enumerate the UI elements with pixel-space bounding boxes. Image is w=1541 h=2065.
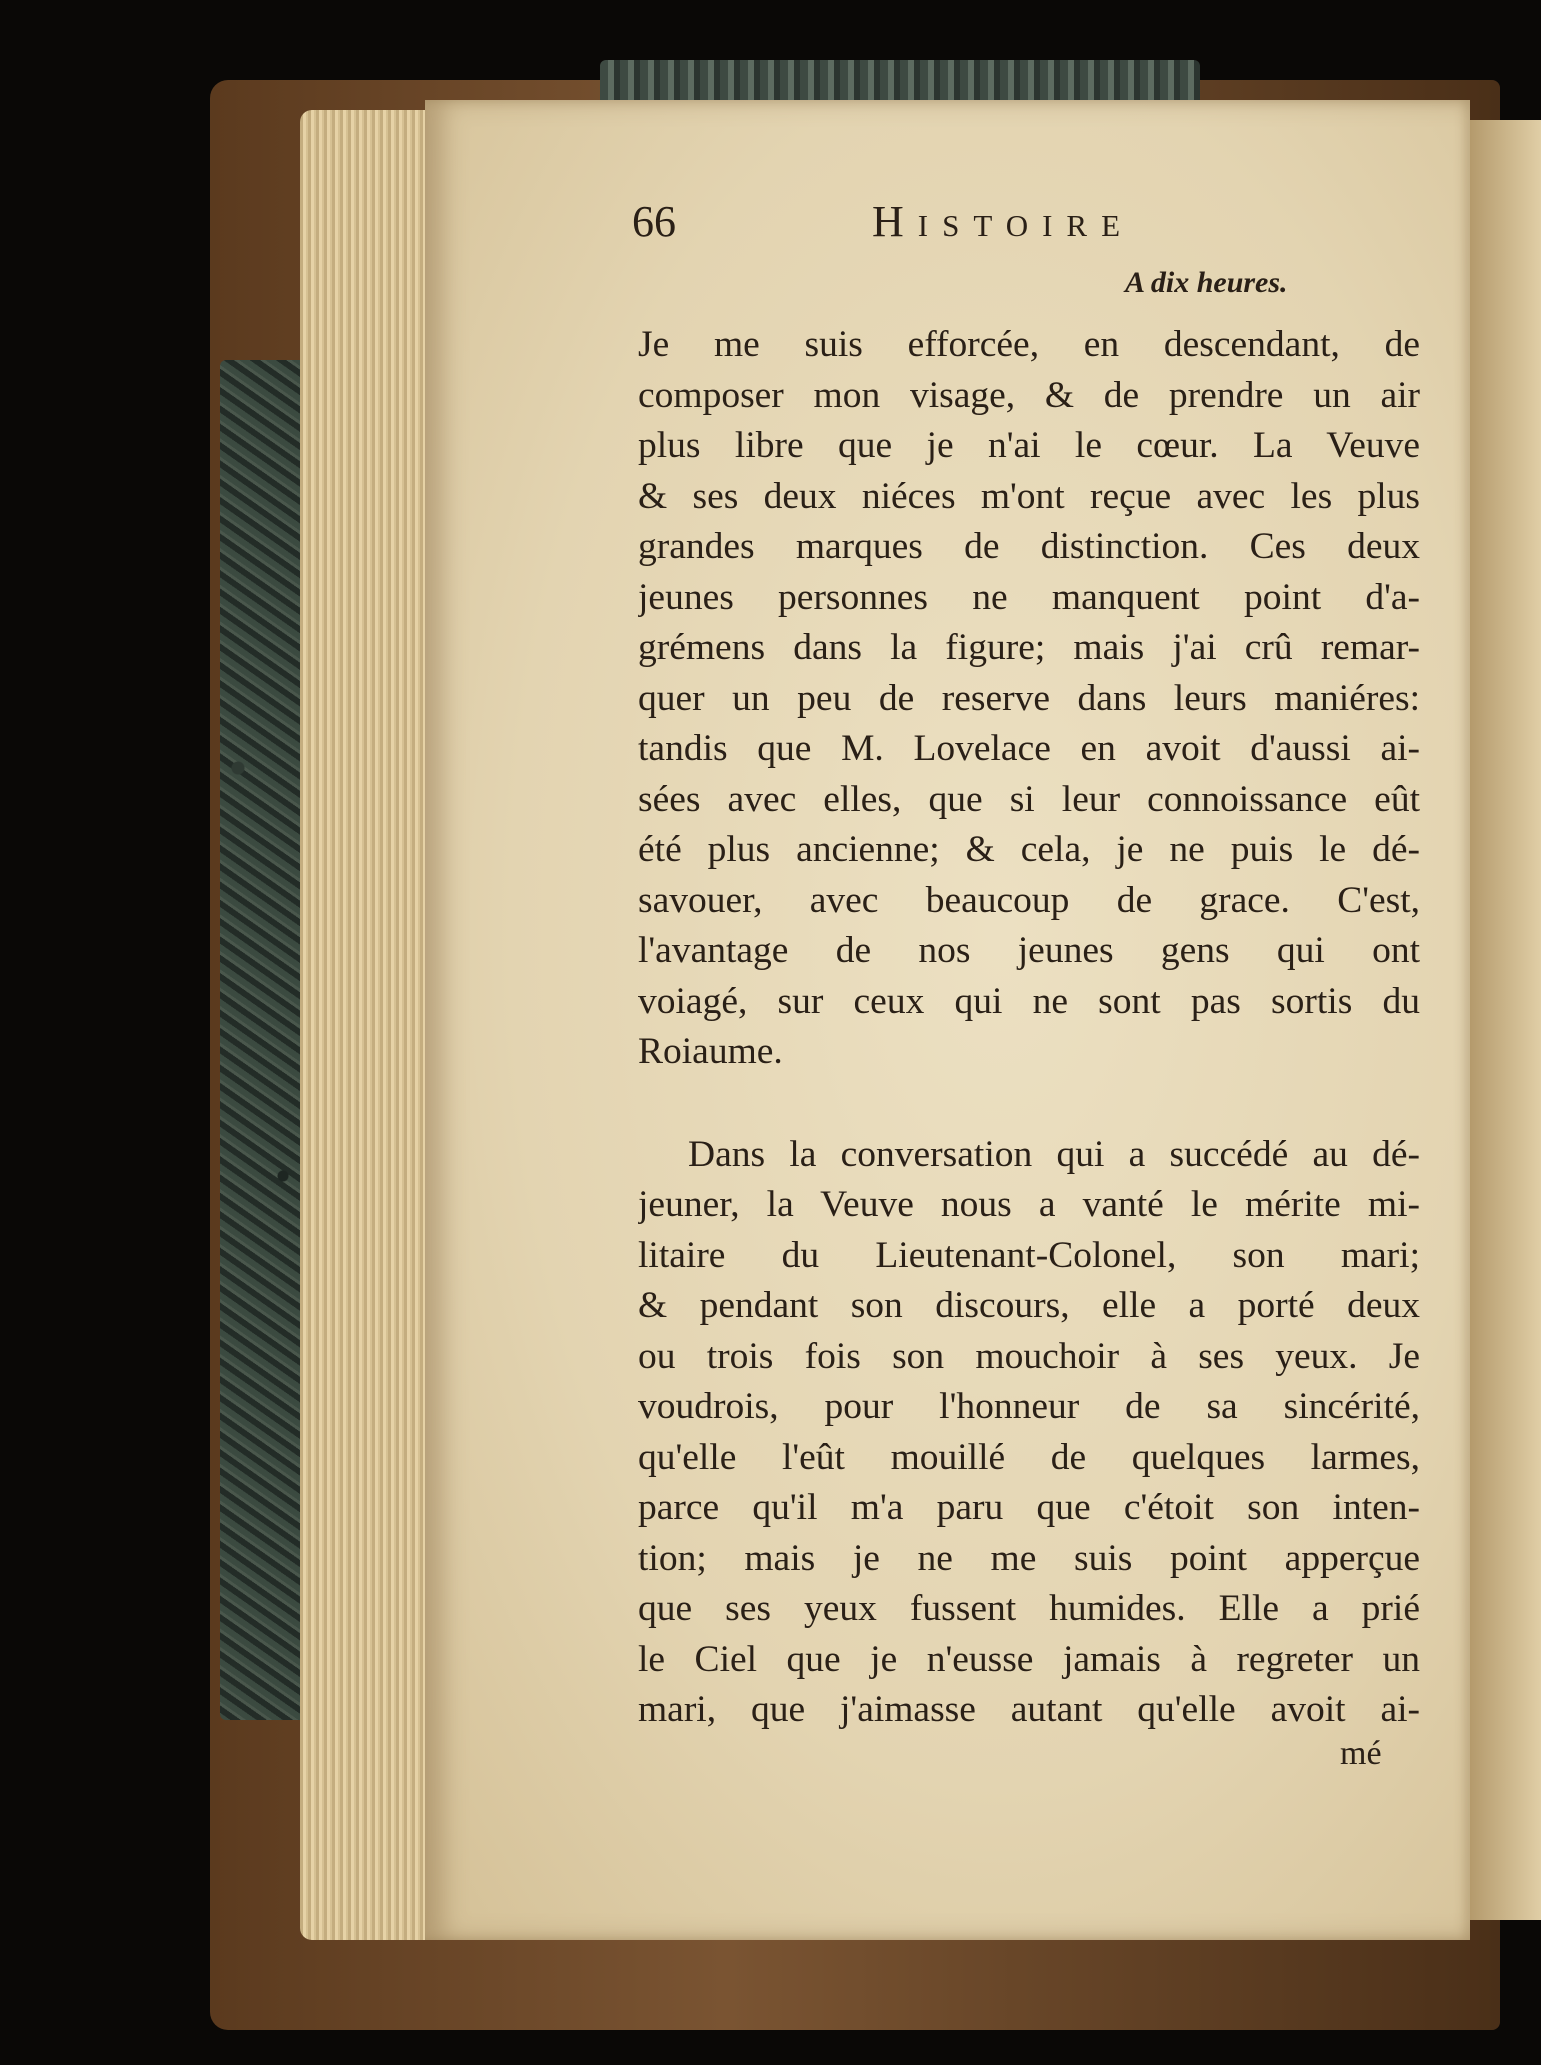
- facing-page-edge: [1470, 120, 1541, 1920]
- text-line: jeunes personnes ne manquent point d'a-: [638, 576, 1420, 618]
- page-number: 66: [632, 197, 676, 246]
- text-line: tion; mais je ne me suis point apperçue: [638, 1537, 1420, 1579]
- text-line: & pendant son discours, elle a porté deux: [638, 1285, 1420, 1326]
- paragraph-gap: [638, 1078, 1420, 1130]
- page-header: [632, 196, 1422, 246]
- marbled-board: [220, 360, 310, 1720]
- text-line: composer mon visage, & de prendre un air: [638, 374, 1420, 416]
- text-line: Je me suis efforcée, en descendant, de: [638, 324, 1420, 365]
- text-line: tandis que M. Lovelace en avoit d'aussi ai-: [638, 728, 1420, 769]
- text-line: litaire du Lieutenant-Colonel, son mari;: [638, 1234, 1420, 1276]
- text-line: que ses yeux fussent humides. Elle a prié: [638, 1588, 1420, 1629]
- catchword: mé: [1340, 1735, 1382, 1772]
- page-edges: [300, 110, 430, 1940]
- text-line: quer un peu de reserve dans leurs maniéres:: [638, 677, 1420, 719]
- time-note: A dix heures.: [1125, 266, 1288, 299]
- text-line: plus libre que je n'ai le cœur. La Veuve: [638, 425, 1420, 466]
- body-text: [638, 320, 1420, 1736]
- text-line: jeuner, la Veuve nous a vanté le mérite mi-: [638, 1184, 1420, 1225]
- text-line: grémens dans la figure; mais j'ai crû remar-: [638, 627, 1420, 668]
- text-line: savouer, avec beaucoup de grace. C'est,: [638, 879, 1420, 921]
- text-line: qu'elle l'eût mouillé de quelques larmes,: [638, 1436, 1420, 1478]
- text-line: grandes marques de distinction. Ces deux: [638, 526, 1420, 567]
- text-line: & ses deux niéces m'ont reçue avec les plus: [638, 475, 1420, 517]
- text-line: le Ciel que je n'eusse jamais à regreter un: [638, 1638, 1420, 1680]
- paragraph-2: [638, 1130, 1420, 1181]
- text-line: l'avantage de nos jeunes gens qui ont: [638, 930, 1420, 971]
- paragraph-1: [638, 320, 1420, 1078]
- running-head: Histoire: [872, 197, 1135, 246]
- text-line: mari, que j'aimasse autant qu'elle avoit ai-: [638, 1689, 1420, 1730]
- text-line: été plus ancienne; & cela, je ne puis le dé-: [638, 829, 1420, 870]
- text-line: ou trois fois son mouchoir à ses yeux. Je: [638, 1335, 1420, 1377]
- paragraph-2-continued: [638, 1180, 1420, 1736]
- text-line: Dans la conversation qui a succédé au dé-: [688, 1133, 1420, 1175]
- text-line: Roiaume.: [638, 1031, 783, 1072]
- text-line: voiagé, sur ceux qui ne sont pas sortis du: [638, 980, 1420, 1022]
- text-line: voudrois, pour l'honneur de sa sincérité,: [638, 1386, 1420, 1427]
- text-line: parce qu'il m'a paru que c'étoit son inten-: [638, 1487, 1420, 1528]
- text-line: sées avec elles, que si leur connoissance eût: [638, 778, 1420, 820]
